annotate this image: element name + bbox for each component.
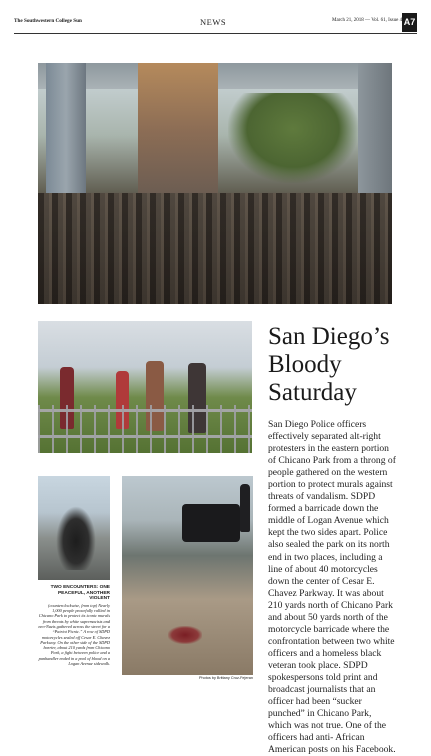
blood-pool-shape <box>168 626 202 644</box>
photo-credit: Photos by Brittany Cruz-Fejeran <box>198 676 253 680</box>
pillar-right <box>358 63 392 213</box>
trees-shape <box>228 93 358 183</box>
motorcycle-shape <box>56 506 96 570</box>
crowd-shape <box>38 193 392 304</box>
caption-title: TWO ENCOUNTERS: ONE PEACEFUL, ANOTHER VIOLENT <box>50 585 110 602</box>
section-label: NEWS <box>200 17 227 27</box>
metal-barricade <box>38 405 252 453</box>
motorcycle-photo <box>38 476 110 580</box>
article-body: San Diego Police officers effectively separated alt-right protesters in the eastern portion of Chicano Park from a throng of people gathered on the western portion to protect murals against threats of vandalism. SDPD formed a barricade down the middle of Logan Avenue which kept the two sides apart. Police also sealed the park on its north end in two places, including a line of about 40 motorcycles down the center of Cesar E. Chavez Parkway. It was about 210 yards north of Chicano Park and about 50 yards north of the motorcycle barricade where the confrontation between two white officers and a homeless black veteran took place. SDPD spokespersons told print and broadcast journalists that an officer had been “sucker punched” in Chicano Park, which was not true. One of the officers had anti- African American posts on his Facebook. <box>268 419 396 756</box>
mural-pillar-left <box>46 63 86 203</box>
photo-caption <box>38 585 110 666</box>
publication-name: The Southwestern College Sun <box>14 18 82 24</box>
page-header <box>14 13 417 34</box>
officer-figure <box>240 484 250 532</box>
caption-body: (counterclockwise, from top) Nearly 1,000 people peacefully rallied in Chicano Park to protect its iconic murals from threats by white supremacists and neo-Nazis gathered across the street for a “Patriot Picnic.” A row of SDPD motorcycles sealed off Cesar E. Chavez Parkway. On the other side of the SDPD barrier, about 210 yards from Chicano Park, a fight between police and a panhandler ended in a pool of blood on a Logan Avenue sidewalk. <box>38 602 110 667</box>
police-vehicle-shape <box>182 504 240 542</box>
article-headline: San Diego’s Bloody Saturday <box>268 323 390 406</box>
crowd-photo <box>38 63 392 304</box>
mural-pillar-center <box>138 63 218 198</box>
page-number: A7 <box>402 13 417 32</box>
issue-info: March 21, 2018 — Vol. 61, Issue 4 <box>332 18 403 23</box>
protesters-photo <box>38 321 252 453</box>
street-photo <box>122 476 253 675</box>
